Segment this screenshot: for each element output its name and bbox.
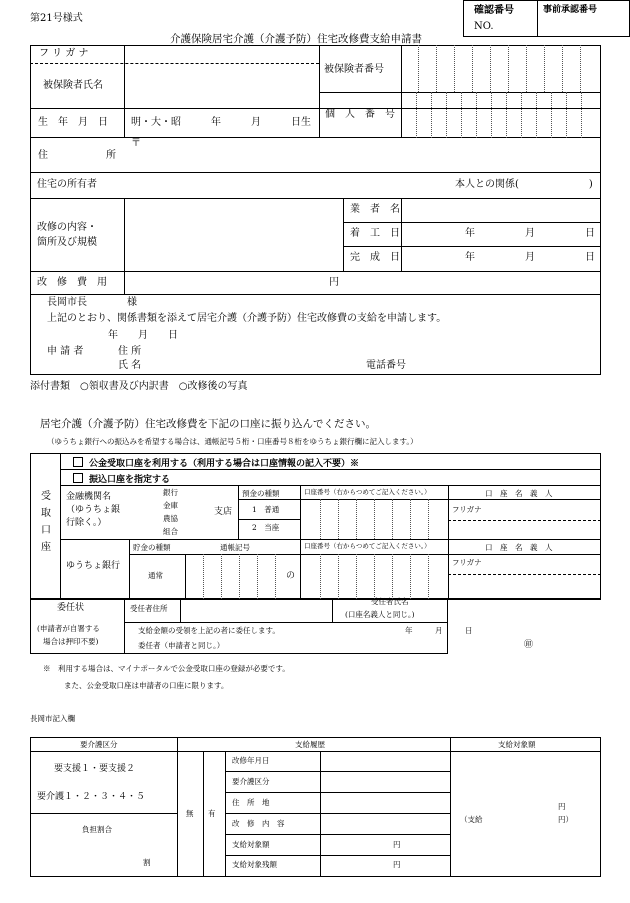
specify-account-checkbox[interactable]: [73, 473, 83, 483]
proxy-address-label: 受任者住所: [130, 604, 168, 613]
option-specify-account[interactable]: 振込口座を指定する: [73, 473, 170, 486]
history-yes[interactable]: 有: [208, 809, 216, 818]
address-label-right: 所: [106, 150, 116, 161]
history-header: 支給履歴: [295, 740, 325, 749]
burden-input[interactable]: [36, 852, 136, 870]
complete-date-value: 年 月 日: [465, 252, 595, 263]
confirmation-number-input[interactable]: [492, 20, 532, 34]
yucho-account-number-label: 口座番号（右からつめてご記入ください。）: [304, 542, 431, 550]
insured-number-label: 被保険者番号: [324, 64, 384, 75]
furigana-label: フ リ ガ ナ: [39, 48, 89, 59]
type-kumiai: 組合: [163, 527, 178, 536]
owner-label: 住宅の所有者: [37, 179, 97, 190]
birth-date-value: 明・大・昭 年 月 日生: [131, 117, 311, 128]
phone-label: 電話番号: [366, 360, 406, 371]
cost-unit: 円: [329, 277, 339, 288]
yucho-account-holder-input[interactable]: [452, 578, 597, 595]
prior-approval-number-input[interactable]: [543, 18, 625, 34]
history-amount-yen: 円: [393, 840, 401, 849]
history-row-address: 住 所 地: [232, 798, 270, 807]
savings-type-value: 通常: [148, 571, 163, 580]
burden-label: 負担割合: [82, 825, 112, 834]
no-mark: の: [286, 571, 296, 581]
prior-approval-label: 事前承認番号: [543, 5, 598, 15]
proxy-statement: 支給金額の受領を上記の者に委任します。: [138, 626, 280, 635]
bank-name-input[interactable]: [120, 490, 160, 534]
contractor-input[interactable]: [405, 201, 595, 219]
public-account-checkbox[interactable]: [73, 457, 83, 467]
history-row-remaining: 支給対象残額: [232, 860, 277, 869]
bank-footnote-1: ※ 利用する場合は、マイナポータルで公金受取口座の登録が必要です。: [43, 664, 290, 673]
bank-note: （ゆうちょ銀行への振込みを希望する場合は、通帳記号５桁・口座番号８桁をゆうちょ銀行欄に記入します。）: [47, 437, 418, 446]
proxy-title: 委任状: [57, 603, 85, 613]
form-number: 第21号様式: [30, 13, 83, 24]
branch-label: 支店: [214, 507, 233, 517]
proxy-name-label-1: 受任者氏名: [371, 597, 409, 606]
type-shinkin: 金庫: [163, 501, 178, 510]
history-row-content: 改 修 内 容: [232, 819, 285, 828]
account-holder-label: 口 座 名 義 人: [485, 489, 553, 498]
furigana-input[interactable]: [128, 47, 314, 61]
confirmation-label: 確認番号: [474, 5, 514, 16]
yucho-label: ゆうちょ銀行: [66, 561, 121, 571]
contractor-label: 業 者 名: [350, 204, 400, 215]
proxy-note-1: (申請者が自署する: [37, 624, 100, 633]
no-label: NO.: [474, 21, 494, 32]
attachments: 添付書類 ○領収書及び内訳書 ○改修後の写真: [30, 381, 248, 392]
deposit-type-ordinary[interactable]: 1 普通: [252, 505, 280, 514]
applicant-address-label: 住 所: [118, 346, 142, 357]
declaration-statement: 上記のとおり、関係書類を添えて居宅介護（介護予防）住宅改修費の支給を申請します。: [47, 313, 447, 324]
declaration-date: 年 月 日: [108, 330, 178, 341]
account-holder-input[interactable]: [452, 522, 597, 537]
savings-type-label: 貯金の種類: [133, 543, 171, 552]
receive-char-4: 座: [41, 542, 51, 553]
paid-label: （支給: [460, 815, 483, 824]
target-amount-header: 支給対象額: [498, 740, 536, 749]
account-holder-furigana: フリガナ: [452, 505, 482, 514]
history-none[interactable]: 無: [186, 809, 194, 818]
type-bank: 銀行: [163, 488, 178, 497]
start-date-label: 着 工 日: [350, 228, 400, 239]
renovation-label-1: 改修の内容・: [37, 222, 97, 233]
history-remaining-yen: 円: [393, 860, 401, 869]
proxy-name-label-2: (口座名義人と同じ。): [345, 610, 415, 619]
care-levels: 要介護１・２・３・４・５: [37, 792, 146, 802]
renovation-input[interactable]: [128, 200, 340, 268]
institution-label-3: 行除く。）: [66, 518, 107, 528]
deposit-type-label: 預金の種類: [242, 489, 280, 498]
city-section-title: 長岡市記入欄: [30, 714, 75, 723]
burden-unit: 割: [143, 858, 151, 867]
support-levels: 要支援１・要支援２: [54, 764, 136, 774]
receive-char-1: 受: [41, 491, 51, 502]
proxy-date: 年 月 日: [405, 626, 473, 635]
bank-intro: 居宅介護（介護予防）住宅改修費を下記の口座に振り込んでください。: [40, 418, 376, 430]
cost-label: 改 修 費 用: [37, 277, 107, 288]
renovation-label-2: 箇所及び規模: [37, 237, 97, 248]
history-row-amount: 支給対象額: [232, 840, 270, 849]
insured-name-label: 被保険者氏名: [43, 80, 103, 91]
history-row-date: 改修年月日: [232, 756, 270, 765]
proxy-delegator: 委任者（申請者と同じ。）: [138, 641, 225, 650]
birth-label: 生 年 月 日: [38, 117, 108, 128]
bank-footnote-2: また、公金受取口座は申請者の口座に限ります。: [64, 681, 229, 690]
postal-mark: 〒: [131, 138, 141, 149]
institution-label-2: （ゆうちょ銀: [66, 505, 121, 515]
cost-input[interactable]: [128, 274, 323, 292]
relation-label: 本人との関係( ): [455, 179, 593, 190]
type-nokyo: 農協: [163, 514, 178, 523]
proxy-note-2: 場合は押印不要): [43, 637, 99, 646]
institution-label-1: 金融機関名: [66, 492, 112, 502]
applicant-name-label: 氏 名: [118, 360, 142, 371]
care-level-header: 要介護区分: [80, 740, 118, 749]
yucho-account-holder-furigana: フリガナ: [452, 558, 482, 567]
address-label-left: 住: [38, 150, 48, 161]
proxy-address-input[interactable]: [183, 601, 329, 619]
form-title: 介護保険居宅介護（介護予防）住宅改修費支給申請書: [170, 33, 422, 45]
owner-input[interactable]: [128, 176, 448, 194]
complete-date-label: 完 成 日: [350, 252, 400, 263]
address-input[interactable]: [145, 139, 595, 169]
applicant-label: 申 請 者: [47, 346, 84, 357]
yucho-account-holder-label: 口 座 名 義 人: [485, 543, 553, 552]
insured-name-input[interactable]: [128, 68, 314, 104]
option-public-account[interactable]: 公金受取口座を利用する（利用する場合は口座情報の記入不要）※: [73, 457, 359, 470]
receive-char-3: 口: [41, 525, 51, 536]
seal-mark: ㊞: [524, 640, 534, 650]
target-amount-yen: 円: [558, 802, 566, 811]
personal-number-label: 個 人 番 号: [325, 109, 395, 120]
paid-unit: 円）: [558, 815, 573, 824]
receive-char-2: 取: [41, 508, 51, 519]
branch-name-input[interactable]: [185, 490, 212, 534]
history-row-care-level: 要介護区分: [232, 777, 270, 786]
deposit-type-current[interactable]: 2 当座: [252, 523, 280, 532]
start-date-value: 年 月 日: [465, 228, 595, 239]
account-number-label: 口座番号（右からつめてご記入ください。）: [304, 488, 431, 496]
addressee: 長岡市長 様: [47, 297, 137, 308]
passbook-label: 通帳記号: [220, 543, 250, 552]
